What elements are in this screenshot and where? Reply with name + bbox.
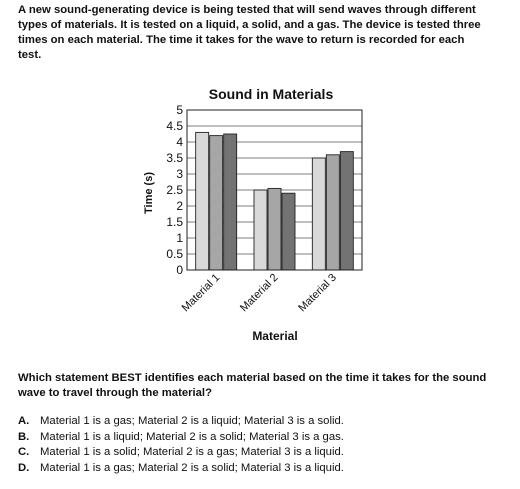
option-letter: D. (18, 461, 30, 474)
option-letter: B. (18, 430, 30, 443)
intro-paragraph: A new sound-generating device is being tested that will send waves through different types of materials. It is tested on a liquid, a solid, and a gas. The device is tested three times on each material. The time it takes for the wave to return is recorded for each test. (18, 4, 481, 61)
option-text: Material 1 is a liquid; Material 2 is a solid; Material 3 is a gas. (40, 430, 344, 443)
y-tick-label: 3 (176, 167, 183, 181)
y-tick-label: 4 (176, 135, 183, 149)
chart-svg (130, 80, 390, 350)
y-tick-label: 5 (176, 103, 183, 117)
y-tick-label: 2 (176, 199, 183, 213)
y-tick-label: 0.5 (166, 247, 183, 261)
chart-title: Sound in Materials (208, 86, 334, 102)
x-tick-label: Material 2 (237, 271, 281, 315)
option-letter: A. (18, 415, 30, 427)
y-tick-label: 0 (176, 263, 183, 277)
bar (254, 190, 267, 270)
option-a[interactable] (18, 414, 498, 430)
y-tick-label: 3.5 (166, 151, 183, 165)
question-text: Which statement BEST identifies each material based on the time it takes for the sound wave to travel through the material? (18, 372, 487, 399)
y-tick-label: 2.5 (166, 183, 183, 197)
x-axis-label: Material (252, 329, 298, 343)
sound-chart (130, 80, 390, 350)
bar (224, 134, 237, 270)
bar (312, 158, 325, 270)
y-axis-label: Time (s) (143, 172, 155, 214)
bar (268, 188, 281, 270)
option-letter: C. (18, 446, 30, 458)
bar (210, 136, 223, 270)
bar (196, 132, 209, 270)
x-tick-label: Material 1 (179, 271, 223, 315)
option-text: Material 1 is a gas; Material 2 is a liquid; Material 3 is a solid. (40, 415, 344, 427)
option-b[interactable] (18, 430, 498, 446)
option-d[interactable] (18, 461, 498, 477)
option-text: Material 1 is a gas; Material 2 is a solid; Material 3 is a liquid. (40, 461, 344, 474)
x-tick-label: Material 3 (296, 271, 339, 315)
y-tick-label: 1.5 (166, 215, 183, 229)
y-tick-label: 4.5 (166, 119, 183, 133)
answer-options (18, 414, 498, 476)
bar (340, 152, 353, 270)
bar (326, 155, 339, 270)
option-text: Material 1 is a solid; Material 2 is a gas; Material 3 is a liquid. (40, 446, 344, 458)
bar (282, 193, 295, 270)
option-c[interactable] (18, 445, 498, 461)
y-tick-label: 1 (176, 231, 183, 245)
